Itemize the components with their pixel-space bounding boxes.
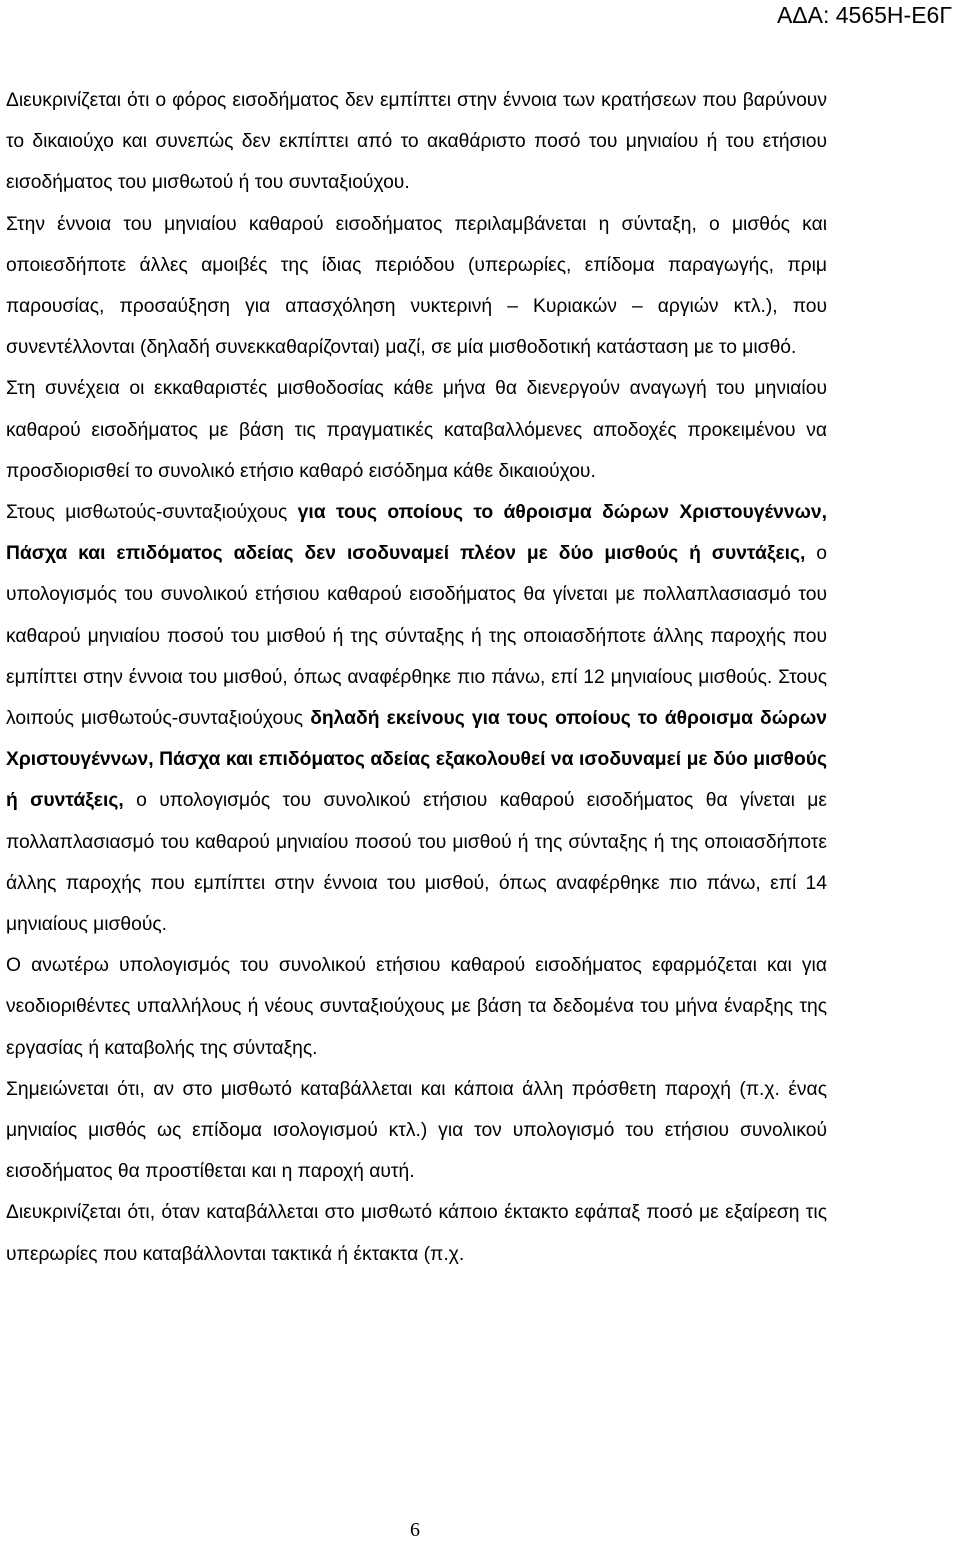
paragraph — [6, 1192, 827, 1274]
bold-text: δηλαδή εκείνους για τους οποίους το άθροισμα δώρων Χριστουγέννων, Πάσχα και επιδόματος αδείας εξακολουθεί να ισοδυναμεί με δύο μισθούς ή συντάξεις, — [6, 708, 827, 812]
bold-text: για τους οποίους το άθροισμα δώρων Χριστουγέννων, Πάσχα και επιδόματος αδείας δεν ισοδυναμεί πλέον με δύο μισθούς ή συντάξεις, — [6, 502, 827, 565]
text-run: Διευκρινίζεται ότι, όταν καταβάλλεται στο μισθωτό κάποιο έκτακτο εφάπαξ ποσό με εξαίρεση τις υπερωρίες που καταβάλλονται τακτικά ή έκτακτα (π.χ. — [6, 1202, 827, 1265]
text-run: Σημειώνεται ότι, αν στο μισθωτό καταβάλλεται και κάποια άλλη πρόσθετη παροχή (π.χ. ένας μηνιαίος μισθός ως επίδομα ισολογισμού κτλ.) για τον υπολογισμό του ετήσιου συνολικού εισοδήματος θα προστίθεται και η παροχή αυτή. — [6, 1078, 827, 1183]
paragraph — [6, 1069, 827, 1193]
paragraph — [6, 945, 827, 1069]
text-run: Ο ανωτέρω υπολογισμός του συνολικού ετήσιου καθαρού εισοδήματος εφαρμόζεται και για νεοδιοριθέντες υπαλλήλους ή νέους συνταξιούχους με βάση τα δεδομένα του μήνα έναρξης της εργασίας ή καταβολής της σύνταξης. — [6, 955, 827, 1059]
text-run: ο υπολογισμός του συνολικού ετήσιου καθαρού εισοδήματος θα γίνεται με πολλαπλασιασμό του καθαρού μηνιαίου ποσού του μισθού ή της σύνταξης ή της οποιασδήποτε άλλης παροχής που εμπίπτει στην έννοια του μισθού, όπως αναφέρθηκε πιο πάνω, επί 14 μηνιαίους μισθούς. — [6, 790, 827, 936]
paragraph — [6, 80, 827, 204]
paragraph — [6, 204, 827, 369]
text-run: Στην έννοια του μηνιαίου καθαρού εισοδήματος περιλαμβάνεται η σύνταξη, ο μισθός και οποιεσδήποτε άλλες αμοιβές της ίδιας περιόδου (υπερωρίες, επίδομα παραγωγής, πριμ παρουσίας, προσαύξηση για απασχόληση νυκτερινή – Κυριακών – αργιών κτλ.), που συνεντέλλονται (δηλαδή συνεκκαθαρίζονται) μαζί, σε μία μισθοδοτική κατάσταση με το μισθό. — [6, 213, 827, 359]
text-run: ο υπολογισμός του συνολικού ετήσιου καθαρού εισοδήματος θα γίνεται με πολλαπλασιασμό του καθαρού μηνιαίου ποσού του μισθού ή της σύνταξης ή της οποιασδήποτε άλλης παροχής που εμπίπτει στην έννοια του μισθού, όπως αναφέρθηκε πιο πάνω, επί 12 μηνιαίους μισθούς. Στους λοιπούς μισθωτούς-συνταξιούχους — [6, 543, 827, 730]
text-run: Στη συνέχεια οι εκκαθαριστές μισθοδοσίας κάθε μήνα θα διενεργούν αναγωγή του μηνιαίου καθαρού εισοδήματος με βάση τις πραγματικές καταβαλλόμενες αποδοχές προκειμένου να προσδιορισθεί το συνολικό ετήσιο καθαρό εισόδημα κάθε δικαιούχου. — [6, 378, 827, 482]
document-body — [6, 80, 827, 1275]
paragraph — [6, 368, 827, 492]
text-run: Διευκρινίζεται ότι ο φόρος εισοδήματος δεν εμπίπτει στην έννοια των κρατήσεων που βαρύνουν το δικαιούχο και συνεπώς δεν εκπίπτει από το ακαθάριστο ποσό του μηνιαίου ή του ετήσιου εισοδήματος του μισθωτού ή του συνταξιούχου. — [6, 90, 827, 194]
ada-code: ΑΔΑ: 4565Η-Ε6Γ — [776, 2, 952, 28]
page-number: 6 — [410, 1519, 420, 1541]
paragraph — [6, 492, 827, 945]
text-run: Στους μισθωτούς-συνταξιούχους — [6, 502, 298, 524]
